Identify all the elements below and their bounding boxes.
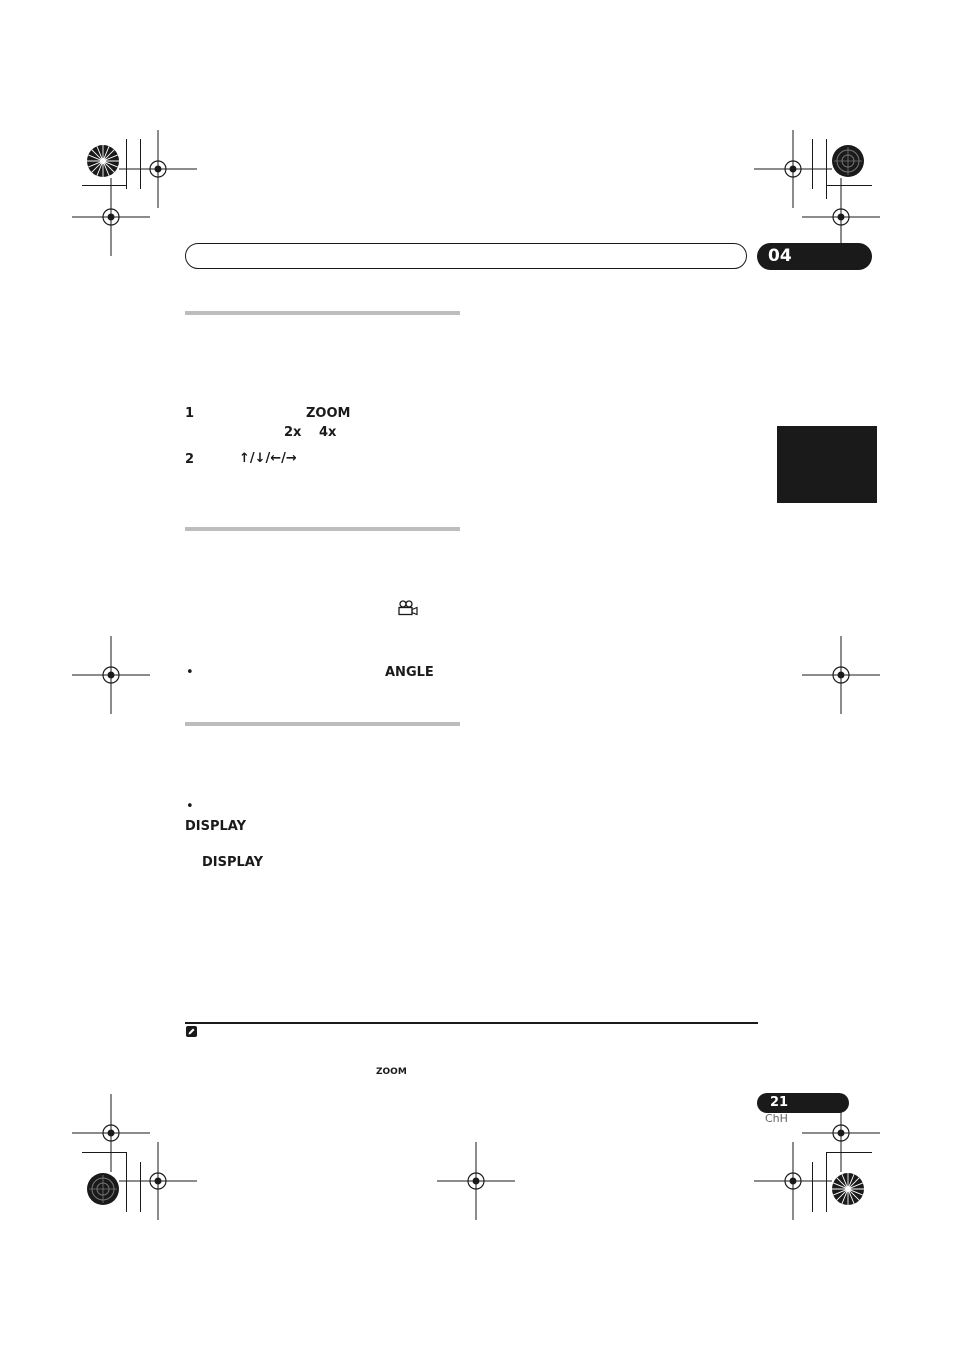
zoom-button-label: ZOOM [306, 406, 351, 421]
section-rule-display [185, 722, 460, 726]
star-rosette-icon [86, 1172, 120, 1206]
page-number-tab [757, 1093, 849, 1113]
star-rosette-icon [86, 144, 120, 178]
crosshair-registration-icon [72, 636, 150, 714]
step-number: 2 [185, 452, 195, 467]
crosshair-registration-icon [437, 1142, 515, 1220]
crosshair-registration-icon [754, 1142, 832, 1220]
note-pencil-icon [186, 1026, 197, 1037]
chapter-number-tab [757, 243, 872, 270]
zoom-level-4x: 4x [319, 425, 337, 440]
chapter-title-bar [185, 243, 747, 269]
crosshair-registration-icon [72, 178, 150, 256]
display-button-label: DISPLAY [185, 819, 247, 834]
crosshair-registration-icon [802, 636, 880, 714]
footnote-rule [185, 1022, 758, 1024]
star-rosette-icon [831, 1172, 865, 1206]
arrow-keys-label: ↑/↓/←/→ [239, 451, 297, 466]
chapter-number: 04 [768, 246, 792, 266]
footnote-zoom-label: ZOOM [376, 1067, 407, 1077]
section-rule-zoom [185, 311, 460, 315]
bullet: • [186, 799, 194, 814]
language-code: ChH [765, 1112, 788, 1125]
crosshair-registration-icon [119, 1142, 197, 1220]
bullet: • [186, 665, 194, 680]
page-number: 21 [770, 1095, 789, 1110]
step-number: 1 [185, 406, 195, 421]
camera-angle-icon [398, 600, 418, 616]
display-button-label: DISPLAY [202, 855, 264, 870]
zoom-level-2x: 2x [284, 425, 302, 440]
section-rule-angle [185, 527, 460, 531]
language-side-tab [777, 426, 877, 503]
star-rosette-icon [831, 144, 865, 178]
angle-button-label: ANGLE [385, 665, 434, 680]
